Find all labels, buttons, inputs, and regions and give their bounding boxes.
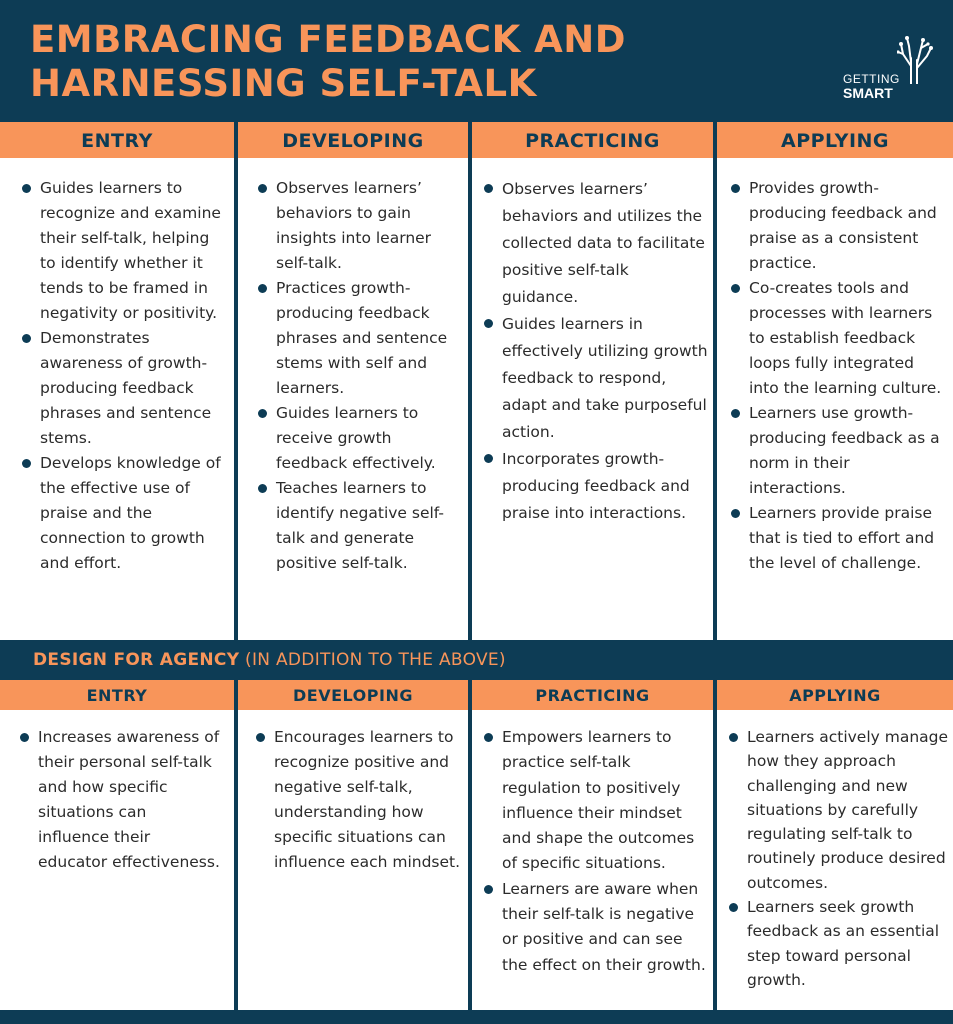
bullet-list [729, 725, 949, 992]
logo-text-getting: GETTING [843, 72, 900, 86]
bullet-list [20, 725, 220, 875]
header-developing: DEVELOPING [238, 122, 468, 158]
list-item: Practices growth-producing feedback phrases and sentence stems with self and learners. [258, 276, 462, 401]
list-item: Learners are aware when their self-talk is negative or positive and can see the effect on their growth. [484, 877, 710, 978]
header-applying-agency: APPLYING [717, 680, 953, 710]
list-item: Demonstrates awareness of growth-producing feedback phrases and sentence stems. [22, 326, 226, 451]
header-applying: APPLYING [717, 122, 953, 158]
list-item: Co-creates tools and processes with learners to establish feedback loops fully integrated into the learning culture. [731, 276, 943, 401]
header-practicing: PRACTICING [472, 122, 713, 158]
list-item: Develops knowledge of the effective use of praise and the connection to growth and effort. [22, 451, 226, 576]
header-developing-agency: DEVELOPING [238, 680, 468, 710]
list-item: Learners provide praise that is tied to effort and the level of challenge. [731, 501, 943, 576]
list-item: Guides learners in effectively utilizing growth feedback to respond, adapt and take purposeful action. [484, 311, 708, 446]
list-item: Increases awareness of their personal self-talk and how specific situations can influence their educator effectiveness. [20, 725, 220, 875]
bullet-list [484, 725, 710, 978]
cell-applying [717, 158, 953, 640]
bullet-list [484, 176, 708, 527]
header-entry-agency: ENTRY [0, 680, 234, 710]
cell-entry [0, 158, 234, 640]
list-item: Guides learners to recognize and examine their self-talk, helping to identify whether it tends to be framed in negativity or positivity. [22, 176, 226, 326]
cell-practicing [472, 158, 713, 640]
cell-practicing-agency [472, 710, 713, 1010]
cell-developing [238, 158, 468, 640]
list-item: Provides growth-producing feedback and praise as a consistent practice. [731, 176, 943, 276]
list-item: Learners use growth-producing feedback as a norm in their interactions. [731, 401, 943, 501]
list-item: Learners actively manage how they approach challenging and new situations by carefully regulating self-talk to routinely produce desired outcomes. [729, 725, 949, 895]
getting-smart-logo [843, 36, 938, 102]
list-item: Learners seek growth feedback as an essential step toward personal growth. [729, 895, 949, 992]
header-entry: ENTRY [0, 122, 234, 158]
agency-heading-bold: DESIGN FOR AGENCY [33, 650, 240, 670]
list-item: Empowers learners to practice self-talk regulation to positively influence their mindset and shape the outcomes of specific situations. [484, 725, 710, 877]
agency-heading-note: (IN ADDITION TO THE ABOVE) [239, 650, 506, 670]
bullet-list [731, 176, 943, 576]
bullet-list [256, 725, 462, 875]
cell-entry-agency [0, 710, 234, 1010]
cell-developing-agency [238, 710, 468, 1010]
list-item: Observes learners’ behaviors to gain insights into learner self-talk. [258, 176, 462, 276]
list-item: Encourages learners to recognize positive and negative self-talk, understanding how specific situations can influence each mindset. [256, 725, 462, 875]
bullet-list [22, 176, 226, 576]
cell-applying-agency [717, 710, 953, 1010]
logo-text-smart: SMART [843, 85, 893, 101]
list-item: Observes learners’ behaviors and utilizes the collected data to facilitate positive self-talk guidance. [484, 176, 708, 311]
header-practicing-agency: PRACTICING [472, 680, 713, 710]
design-for-agency-heading [33, 648, 506, 672]
list-item: Teaches learners to identify negative self-talk and generate positive self-talk. [258, 476, 462, 576]
list-item: Guides learners to receive growth feedback effectively. [258, 401, 462, 476]
bullet-list [258, 176, 462, 576]
page-title: EMBRACING FEEDBACK AND HARNESSING SELF-TALK [30, 18, 626, 105]
list-item: Incorporates growth-producing feedback and praise into interactions. [484, 446, 708, 527]
tree-icon [897, 36, 933, 84]
